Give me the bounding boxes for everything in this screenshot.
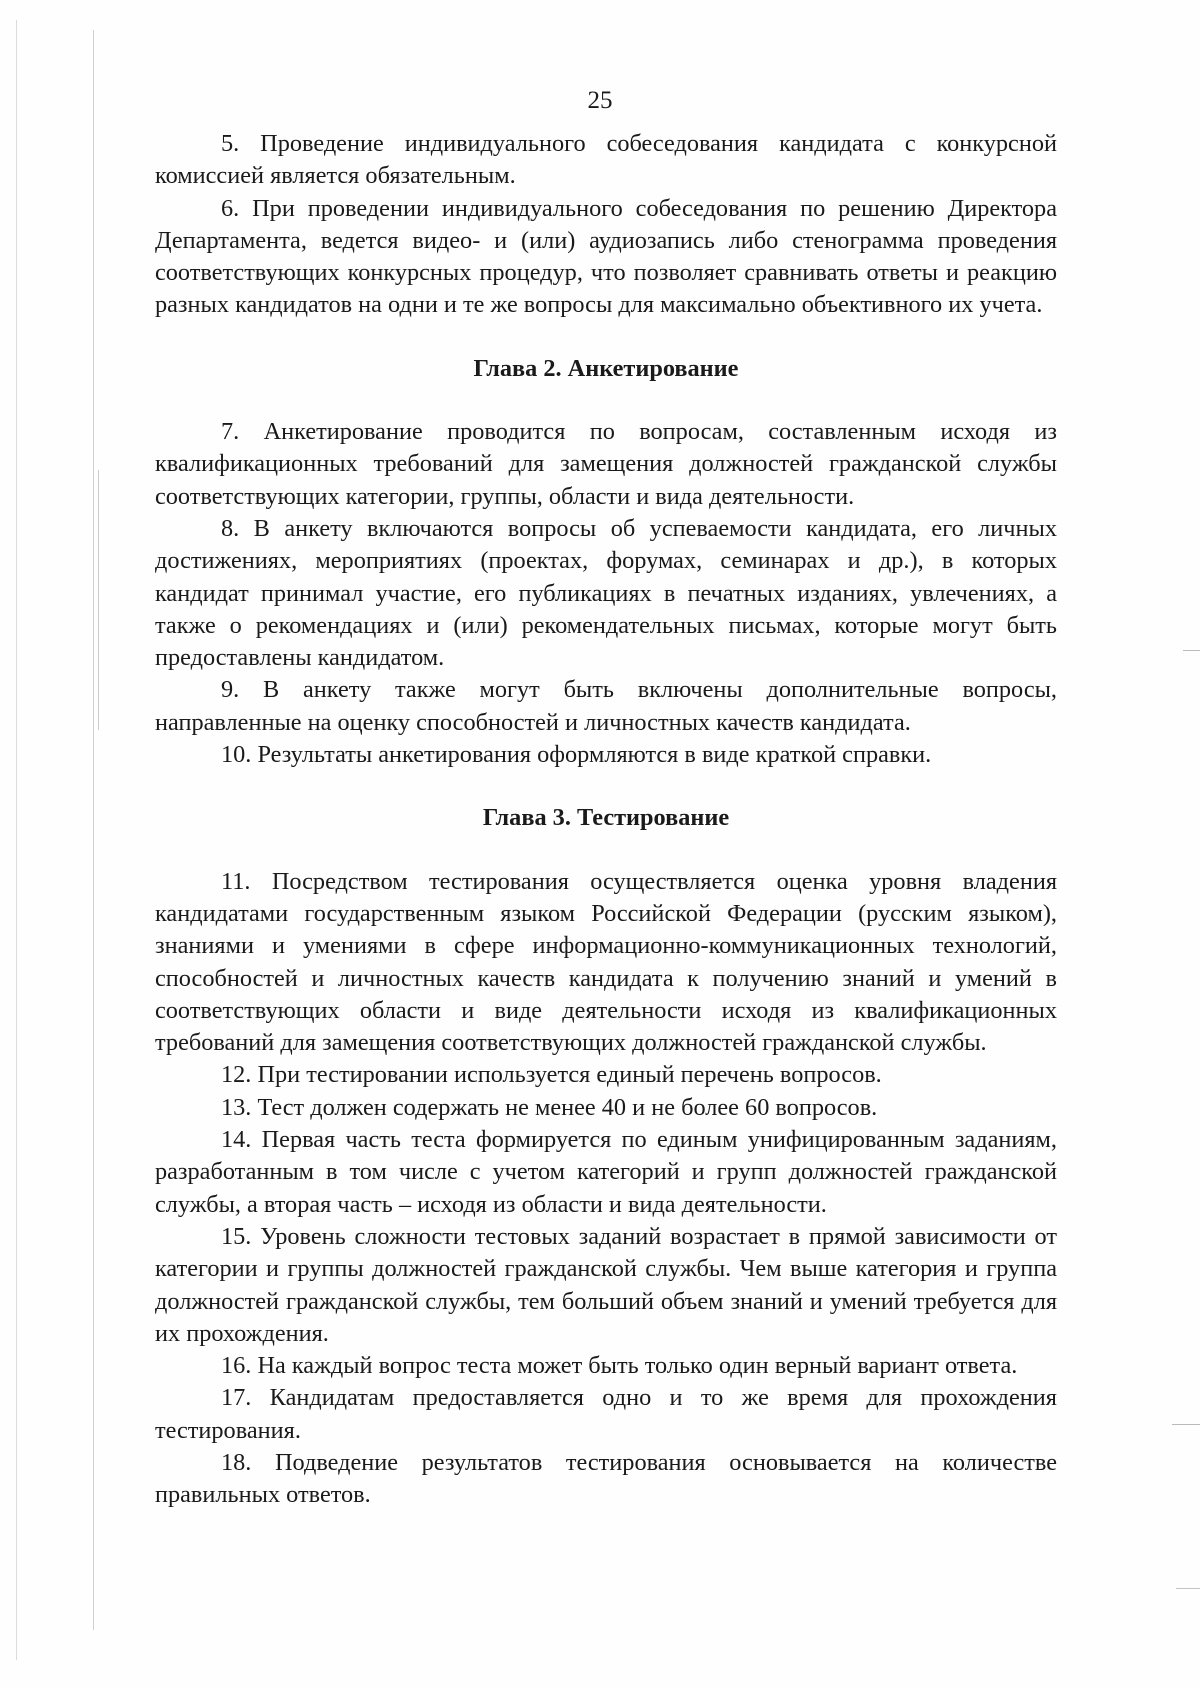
paragraph-9: 9. В анкету также могут быть включены дополнительные вопросы, направленные на оценку способностей и личностных качеств кандидата. xyxy=(155,676,1057,736)
paragraph-12: 12. При тестировании используется единый перечень вопросов. xyxy=(221,1061,882,1089)
scan-edge-mark xyxy=(1183,650,1200,651)
paragraph-10: 10. Результаты анкетирования оформляются в виде краткой справки. xyxy=(221,741,932,769)
scan-edge-mark xyxy=(1172,1424,1200,1425)
scan-edge-line xyxy=(93,30,94,1630)
scan-edge-line xyxy=(16,20,17,1660)
scan-edge-line xyxy=(98,470,99,730)
scan-edge-mark xyxy=(1176,1588,1200,1589)
paragraph-5: 5. Проведение индивидуального собеседования кандидата с конкурсной комиссией является обязательным. xyxy=(155,130,1057,190)
page-number: 25 xyxy=(587,87,613,114)
paragraph-7: 7. Анкетирование проводится по вопросам, составленным исходя из квалификационных требований для замещения должностей гражданской службы соответствующих категории, группы, области и вида деятельности. xyxy=(155,418,1057,510)
paragraph-16: 16. На каждый вопрос теста может быть только один верный вариант ответа. xyxy=(221,1352,1018,1380)
paragraph-6: 6. При проведении индивидуального собеседования по решению Директора Департамента, ведется видео- и (или) аудиозапись либо стенограмма проведения соответствующих конкурсных процедур, что позволяет сравнивать ответы и реакцию разных кандидатов на одни и те же вопросы для максимально объективного их учета. xyxy=(155,194,1057,319)
document-body xyxy=(155,128,1057,1512)
paragraph-17: 17. Кандидатам предоставляется одно и то же время для прохождения тестирования. xyxy=(155,1384,1057,1444)
paragraph-14: 14. Первая часть теста формируется по единым унифицированным заданиям, разработанным в том числе с учетом категорий и групп должностей гражданской службы, а вторая часть – исходя из области и вида деятельности. xyxy=(155,1126,1057,1218)
paragraph-18: 18. Подведение результатов тестирования основывается на количестве правильных ответов. xyxy=(155,1448,1057,1509)
paragraph-15: 15. Уровень сложности тестовых заданий возрастает в прямой зависимости от категории и группы должностей гражданской службы. Чем выше категория и группа должностей гражданской службы, тем больший объем знаний и умений требуется для их прохождения. xyxy=(155,1222,1057,1347)
paragraph-13: 13. Тест должен содержать не менее 40 и не более 60 вопросов. xyxy=(221,1093,878,1121)
paragraph-11: 11. Посредством тестирования осуществляется оценка уровня владения кандидатами государственным языком Российской Федерации (русским языком), знаниями и умениями в сфере информационно-коммуникационных технологий, способностей и личностных качеств кандидата к получению знаний и умений в соответствующих области и виде деятельности исходя из квалификационных требований для замещения соответствующих должностей гражданской службы. xyxy=(155,867,1057,1057)
paragraph-8: 8. В анкету включаются вопросы об успеваемости кандидата, его личных достижениях, мероприятиях (проектах, форумах, семинарах и др.), в которых кандидат принимал участие, его публикациях в печатных изданиях, увлечениях, а также о рекомендациях и (или) рекомендательных письмах, которые могут быть предоставлены кандидатом. xyxy=(155,514,1057,672)
chapter-heading-2: Глава 2. Анкетирование xyxy=(473,354,739,382)
chapter-heading-3: Глава 3. Тестирование xyxy=(482,804,730,832)
